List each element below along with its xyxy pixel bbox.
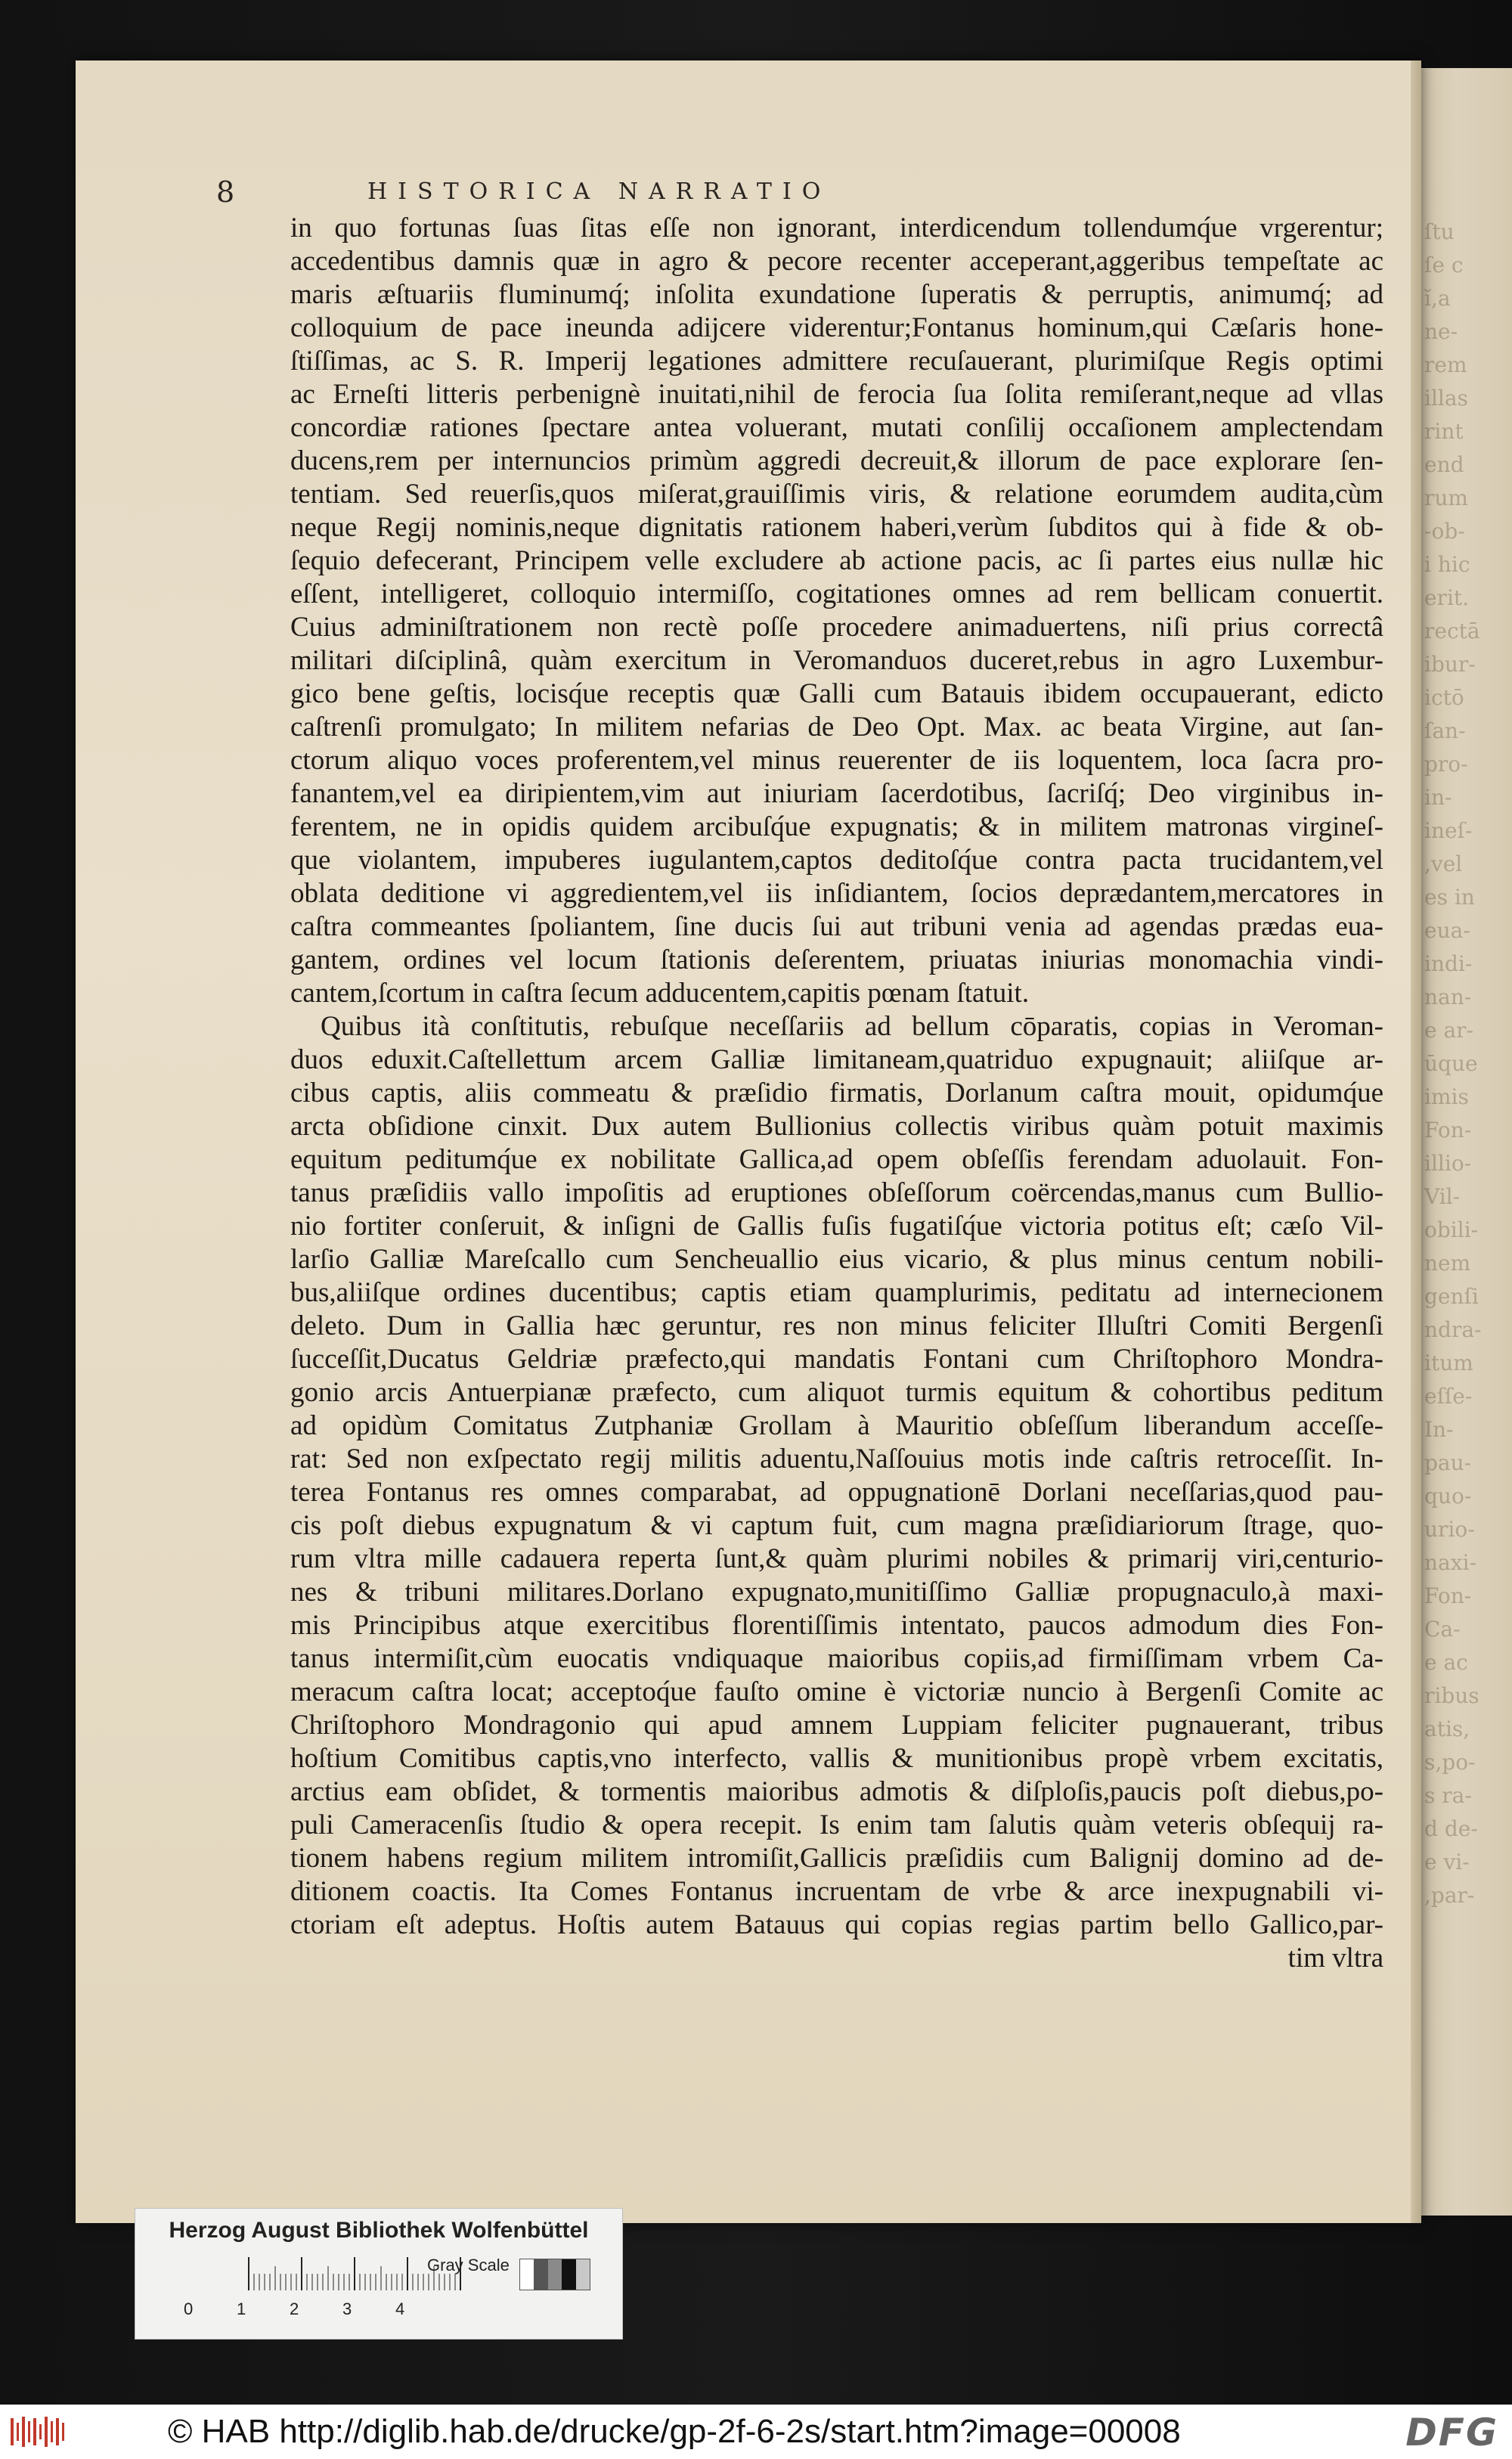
adjacent-page-text-fragment: ne- <box>1424 319 1458 344</box>
adjacent-page-text-fragment: imis <box>1424 1084 1469 1109</box>
adjacent-page-text-fragment: rem <box>1424 352 1467 377</box>
footer-bar <box>0 2405 1512 2459</box>
adjacent-page-text-fragment: d de- <box>1424 1816 1478 1841</box>
text-line: meracum caſtra locat; acceptoq́ue fauſto omine è victoriæ nuncio à Bergenſi Comite ac <box>290 1676 1383 1707</box>
text-line: gantem, ordines vel locum ſtationis deſerentem, priuatas iniurias monomachia vindi- <box>290 944 1383 975</box>
adjacent-page-text-fragment: es in <box>1424 885 1475 910</box>
text-line: ac Erneſti litteris perbenignè inuitati,nihil de ferocia ſua ſolita remiſerant,neque ad vllas <box>290 379 1383 410</box>
gray-scale-label: Gray Scale <box>427 2256 510 2274</box>
text-line: tentiam. Sed reuerſis,quos miſerat,grauiſſimis viris, & relatione eorumdem audita,cùm <box>290 479 1383 510</box>
adjacent-page-text-fragment: eua- <box>1424 918 1470 943</box>
text-line: ſucceſſit,Ducatus Geldriæ præfecto,qui mandatis Fontani cum Chriſtophoro Mondra- <box>290 1344 1383 1375</box>
adjacent-page-text-fragment: Fon- <box>1424 1118 1472 1143</box>
text-line: accedentibus damnis quæ in agro & pecore recenter acceperant,aggeribus tempeſtate ac <box>290 246 1383 277</box>
adjacent-page-text-fragment: ,vel <box>1424 851 1463 876</box>
adjacent-page-text-fragment: itum <box>1424 1350 1473 1375</box>
text-line: caſtrenſi promulgato; In militem nefarias de Deo Opt. Max. ac beata Virgine, aut ſan- <box>290 712 1383 743</box>
text-line: ctorum aliquo voces proferentem,vel minus reuerenter de iis loquentem, loca ſacra pro- <box>290 745 1383 776</box>
ruler-label: 4 <box>395 2299 405 2318</box>
text-line: Quibus ità conſtitutis, rebuſque neceſſariis ad bellum cōparatis, copias in Veroman- <box>321 1011 1383 1042</box>
text-line: fanantem,vel ea diripientem,vim aut iniuriam ſacerdotibus, ſacriſq́; Deo virginibus in- <box>290 778 1383 809</box>
adjacent-page-text-fragment: in- <box>1424 785 1452 810</box>
ruler-labels <box>184 2299 414 2322</box>
text-line: equitum peditumq́ue ex nobilitate Gallica,ad opem obſeſſis ferendam aduolauit. Fon- <box>290 1144 1383 1175</box>
color-gauge-card <box>135 2208 623 2340</box>
text-line: ferentem, ne in opidis quidem arcibuſq́ue expugnatis; & in militem matronas virgineſ- <box>290 811 1383 842</box>
library-name: Herzog August Bibliothek Wolfenbüttel <box>169 2218 589 2243</box>
gray-scale-patches <box>519 2259 590 2290</box>
text-line: cibus captis, aliis commeatu & præſidio firmatis, Dorlanum caſtra mouit, opidumq́ue <box>290 1078 1383 1109</box>
adjacent-page-text-fragment: rint <box>1424 419 1464 444</box>
adjacent-page-text-fragment: ndra- <box>1424 1317 1482 1342</box>
ruler-label: 3 <box>342 2299 352 2318</box>
dfg-logo: DFG <box>1405 2411 1498 2454</box>
adjacent-page-text-fragment: indi- <box>1424 951 1473 976</box>
adjacent-page-text-fragment: ſe c <box>1424 253 1464 278</box>
adjacent-page-text-fragment: s ra- <box>1424 1783 1472 1808</box>
text-line: rum vltra mille cadauera reperta ſunt,& quàm plurimi nobiles & primarij viri,centurio- <box>290 1543 1383 1574</box>
text-line: gonio arcis Antuerpianæ præfecto, cum aliquot turmis equitum & cohortibus peditum <box>290 1377 1383 1408</box>
adjacent-page-text-fragment: nem <box>1424 1251 1471 1276</box>
gray-patch <box>576 2259 590 2290</box>
adjacent-page-text-fragment: i hic <box>1424 552 1470 577</box>
adjacent-page-edge <box>1420 68 1512 2216</box>
adjacent-page-text-fragment: end <box>1424 452 1464 477</box>
text-line: hoſtium Comitibus captis,vno interfecto, vallis & munitionibus propè vrbem excitatis, <box>290 1743 1383 1774</box>
text-line: bus,aliiſque ordines ducentibus; captis etiam quamplurimis, peditatu ad internecionem <box>290 1277 1383 1308</box>
adjacent-page-text-fragment: ictō <box>1424 685 1464 710</box>
text-line: cis poſt diebus expugnatum & vi captum fuit, cum magna præſidiariorum ſtrage, quo- <box>290 1510 1383 1541</box>
text-line: duos eduxit.Caſtellettum arcem Galliæ limitaneam,quatriduo expugnauit; aliiſque ar- <box>290 1044 1383 1075</box>
adjacent-page-text-fragment: e ar- <box>1424 1018 1474 1043</box>
adjacent-page-text-fragment: rectā <box>1424 619 1480 643</box>
page-header <box>216 175 1380 213</box>
adjacent-page-text-fragment: urio- <box>1424 1517 1475 1542</box>
adjacent-page-text-fragment: s,po- <box>1424 1750 1476 1775</box>
text-line: ducens,rem per internuncios primùm aggredi decreuit,& illorum de pace explorare ſen- <box>290 445 1383 476</box>
text-line: nes & tribuni militares.Dorlano expugnato,munitiſſimo Galliæ propugnaculo,à maxi- <box>290 1577 1383 1608</box>
adjacent-page-text-fragment: ineſ- <box>1424 818 1473 843</box>
running-title: HISTORICA NARRATIO <box>367 178 832 205</box>
text-line: Chriſtophoro Mondragonio qui apud amnem Luppiam feliciter pugnauerant, tribus <box>290 1710 1383 1741</box>
text-line: Cuius adminiſtrationem non rectè poſſe procedere animaduertens, niſi prius correctâ <box>290 612 1383 643</box>
text-line: tanus præſidiis vallo impoſitis ad eruptiones obſeſſorum coërcendas,manus cum Bullio- <box>290 1177 1383 1208</box>
gray-patch <box>520 2259 534 2290</box>
adjacent-page-text-fragment: ūque <box>1424 1051 1478 1076</box>
adjacent-page-text-fragment: ĭ,a <box>1424 286 1451 311</box>
adjacent-page-text-fragment: quo- <box>1424 1484 1472 1509</box>
text-line: concordiæ rationes ſpectare antea voluerant, mutati conſilij occaſionem amplectendam <box>290 412 1383 443</box>
adjacent-page-text-fragment: -ob- <box>1424 519 1465 544</box>
text-line: colloquium de pace ineunda adijcere viderentur;Fontanus hominum,qui Cæſaris hone- <box>290 312 1383 343</box>
text-line: oblata deditione vi aggredientem,vel iis inſidiantem, ſocios deprædantem,mercatores in <box>290 878 1383 909</box>
text-line: puli Cameracenſis ſtudio & opera recepit. Is enim tam ſalutis quàm veteris obſequij ra- <box>290 1809 1383 1840</box>
text-line: ditionem coactis. Ita Comes Fontanus incruentam de vrbe & arce inexpugnabili vi- <box>290 1876 1383 1907</box>
ruler-label: 2 <box>290 2299 299 2318</box>
text-line: neque Regij nominis,neque dignitatis rationem haberi,verùm ſubditos qui à fide & ob- <box>290 512 1383 543</box>
adjacent-page-text-fragment: atis, <box>1424 1716 1470 1741</box>
text-line: ſequio defecerant, Principem velle excludere ab actione pacis, ac ſi partes eius nullæ hic <box>290 545 1383 576</box>
adjacent-page-text-fragment: nan- <box>1424 985 1472 1009</box>
gray-patch <box>534 2259 547 2290</box>
text-line: militari diſciplinâ, quàm exercitum in Veromanduos duceret,rebus in agro Luxembur- <box>290 645 1383 676</box>
catchword: tim vltra <box>1287 1943 1383 1974</box>
text-line: ad opidùm Comitatus Zutphaniæ Grollam à Mauritio obſeſſum liberandum acceſſe- <box>290 1410 1383 1441</box>
text-line: nio fortiter conſeruit, & inſigni de Gallis fuſis fugatiſq́ue victoria potitus eſt; cæſo Vil- <box>290 1211 1383 1242</box>
adjacent-page-text-fragment: illio- <box>1424 1151 1472 1176</box>
text-line: larſio Galliæ Mareſcallo cum Sencheuallio eius vicario, & plus minus centum nobili- <box>290 1244 1383 1275</box>
text-line: in quo fortunas ſuas ſitas eſſe non ignorant, interdicendum tollendumq́ue vrgerentur; <box>290 212 1383 243</box>
adjacent-page-text-fragment: ,par- <box>1424 1883 1475 1908</box>
adjacent-page-text-fragment: rum <box>1424 485 1468 510</box>
adjacent-page-text-fragment: ſan- <box>1424 718 1466 743</box>
adjacent-page-text-fragment: ibur- <box>1424 652 1476 677</box>
copyright-link[interactable]: © HAB http://diglib.hab.de/drucke/gp-2f-6-2s/start.htm?image=00008 <box>168 2413 1181 2450</box>
text-line: mis Principibus atque exercitibus florentiſſimis intentato, paucos admodum dies Fon- <box>290 1610 1383 1641</box>
adjacent-page-text-fragment: e ac <box>1424 1650 1468 1675</box>
text-line: deleto. Dum in Gallia hæc geruntur, res non minus feliciter Illuſtri Comiti Bergenſi <box>290 1310 1383 1341</box>
adjacent-page-text-fragment: genſi <box>1424 1284 1479 1309</box>
text-line: eſſent, intelligeret, colloquio intermiſſo, cogitationes omnes ad rem bellicam conuertit. <box>290 578 1383 609</box>
page-number: 8 <box>216 175 235 209</box>
text-line: tionem habens regium militem intromiſit,Gallicis præſidiis cum Balignij domino ad de- <box>290 1843 1383 1874</box>
text-line: arcta obſidione cinxit. Dux autem Bullionius collectis viribus quàm potuit maximis <box>290 1111 1383 1142</box>
barcode-logo-icon <box>9 2414 70 2450</box>
adjacent-page-text-fragment: pau- <box>1424 1450 1472 1475</box>
adjacent-page-text-fragment: illas <box>1424 386 1468 411</box>
adjacent-page-text-fragment: ſtu <box>1424 219 1455 244</box>
body-text <box>290 212 1383 1975</box>
adjacent-page-text-fragment: eſſe- <box>1424 1384 1473 1409</box>
adjacent-page-text-fragment: In- <box>1424 1417 1454 1442</box>
adjacent-page-text-fragment: Vil- <box>1424 1184 1461 1209</box>
text-line: rat: Sed non exſpectato regij militis aduentu,Naſſouius motis inde caſtris retroceſſit. In- <box>290 1443 1383 1474</box>
page-edge-shadow <box>1411 60 1421 2223</box>
text-line: caſtra commeantes ſpoliantem, ſine ducis ſui aut tribuni venia ad agendas prædas eua- <box>290 911 1383 942</box>
adjacent-page-text-fragment: Ca- <box>1424 1617 1461 1642</box>
adjacent-page-text-fragment: Fon- <box>1424 1583 1472 1608</box>
ruler-label: 1 <box>237 2299 246 2318</box>
adjacent-page-text-fragment: naxi- <box>1424 1550 1476 1575</box>
text-line: ctoriam eſt adeptus. Hoſtis autem Batauus qui copias regias partim bello Gallico,par- <box>290 1909 1383 1940</box>
text-line: maris æſtuariis fluminumq́; inſolita exundatione ſuperatis & perruptis, animumq́; ad <box>290 279 1383 310</box>
text-line: tanus intermiſit,cùm euocatis vndiquaque maioribus copiis,ad firmiſſimam vrbem Ca- <box>290 1643 1383 1674</box>
gray-patch <box>548 2259 562 2290</box>
text-line: que violantem, impuberes iugulantem,captos deditoſq́ue contra pacta trucidantem,vel <box>290 845 1383 876</box>
adjacent-page-text-fragment: pro- <box>1424 752 1468 777</box>
adjacent-page-text-fragment: obili- <box>1424 1217 1479 1242</box>
adjacent-page-text-fragment: e vi- <box>1424 1850 1470 1874</box>
gray-patch <box>562 2259 575 2290</box>
adjacent-page-text-fragment: erit. <box>1424 585 1470 610</box>
text-line: cantem,ſcortum in caſtra ſecum adducentem,capitis pœnam ſtatuit. <box>290 978 1030 1009</box>
text-line: arctius eam obſidet, & tormentis maioribus admotis & diſploſis,paucis poſt diebus,po- <box>290 1776 1383 1807</box>
adjacent-page-text-fragment: ribus <box>1424 1683 1479 1708</box>
text-line: gico bene geſtis, locisq́ue receptis quæ Galli cum Batauis ibidem occupauerant, edicto <box>290 678 1383 709</box>
text-line: terea Fontanus res omnes comparabat, ad oppugnationē Dorlani neceſſarias,quod pau- <box>290 1477 1383 1508</box>
text-line: ſtiſſimas, ac S. R. Imperij legationes admittere recuſauerant, plurimiſque Regis optimi <box>290 346 1383 377</box>
ruler-label: 0 <box>184 2299 194 2318</box>
